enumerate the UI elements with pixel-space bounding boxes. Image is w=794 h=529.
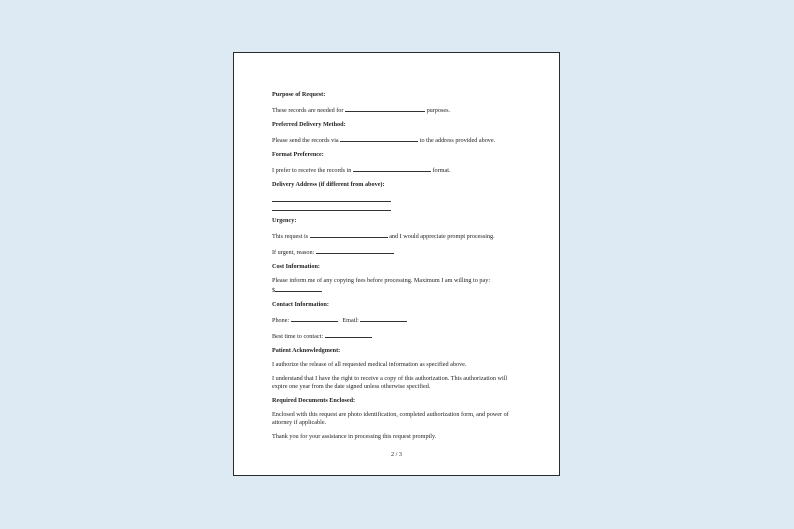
- format-blank[interactable]: [353, 165, 431, 172]
- phone-blank[interactable]: [291, 315, 338, 322]
- urgency-heading: Urgency:: [272, 217, 297, 224]
- email-blank[interactable]: [360, 315, 407, 322]
- patient-heading: Patient Acknowledgment:: [272, 347, 341, 354]
- contact-heading: Contact Information:: [272, 301, 329, 308]
- thanks-text: Thank you for your assistance in processing this request promptly.: [272, 433, 437, 440]
- urgency-blank[interactable]: [310, 231, 388, 238]
- purpose-heading: Purpose of Request:: [272, 91, 326, 98]
- address-blank-1[interactable]: [272, 195, 391, 202]
- format-heading: Format Preference:: [272, 151, 324, 158]
- required-heading: Required Documents Enclosed:: [272, 397, 356, 404]
- format-line: I prefer to receive the records in format.: [272, 167, 451, 174]
- cost-blank[interactable]: [275, 285, 322, 292]
- best-time-blank[interactable]: [325, 331, 372, 338]
- cost-heading: Cost Information:: [272, 263, 320, 270]
- document-page: [233, 52, 560, 476]
- cost-line: Please inform me of any copying fees before processing. Maximum I am willing to pay: $: [272, 277, 491, 294]
- ack-1: I authorize the release of all requested medical information as specified above.: [272, 361, 467, 368]
- purpose-blank[interactable]: [345, 105, 425, 112]
- delivery-heading: Preferred Delivery Method:: [272, 121, 346, 128]
- page-number: 2 / 3: [390, 451, 402, 458]
- urgent-reason-blank[interactable]: [316, 247, 394, 254]
- purpose-line: These records are needed for purposes.: [272, 107, 451, 114]
- delivery-line: Please send the records via to the address provided above.: [272, 137, 496, 144]
- contact-line: Phone: Email:: [272, 315, 524, 325]
- urgency-line: This request is and I would appreciate prompt processing.: [272, 233, 495, 240]
- document-body: [272, 91, 524, 447]
- urgent-reason-line: If urgent, reason:: [272, 247, 524, 257]
- ack-2: I understand that I have the right to receive a copy of this authorization. This authorization will expire one year from the date signed unless otherwise specified.: [272, 375, 508, 390]
- best-time-line: Best time to contact:: [272, 331, 524, 341]
- address-blank-2[interactable]: [272, 204, 391, 211]
- address-heading: Delivery Address (if different from above):: [272, 181, 385, 188]
- delivery-blank[interactable]: [340, 135, 418, 142]
- enclosed-text: Enclosed with this request are photo identification, completed authorization form, and power of attorney if applicable.: [272, 411, 509, 426]
- address-lines: [272, 195, 524, 211]
